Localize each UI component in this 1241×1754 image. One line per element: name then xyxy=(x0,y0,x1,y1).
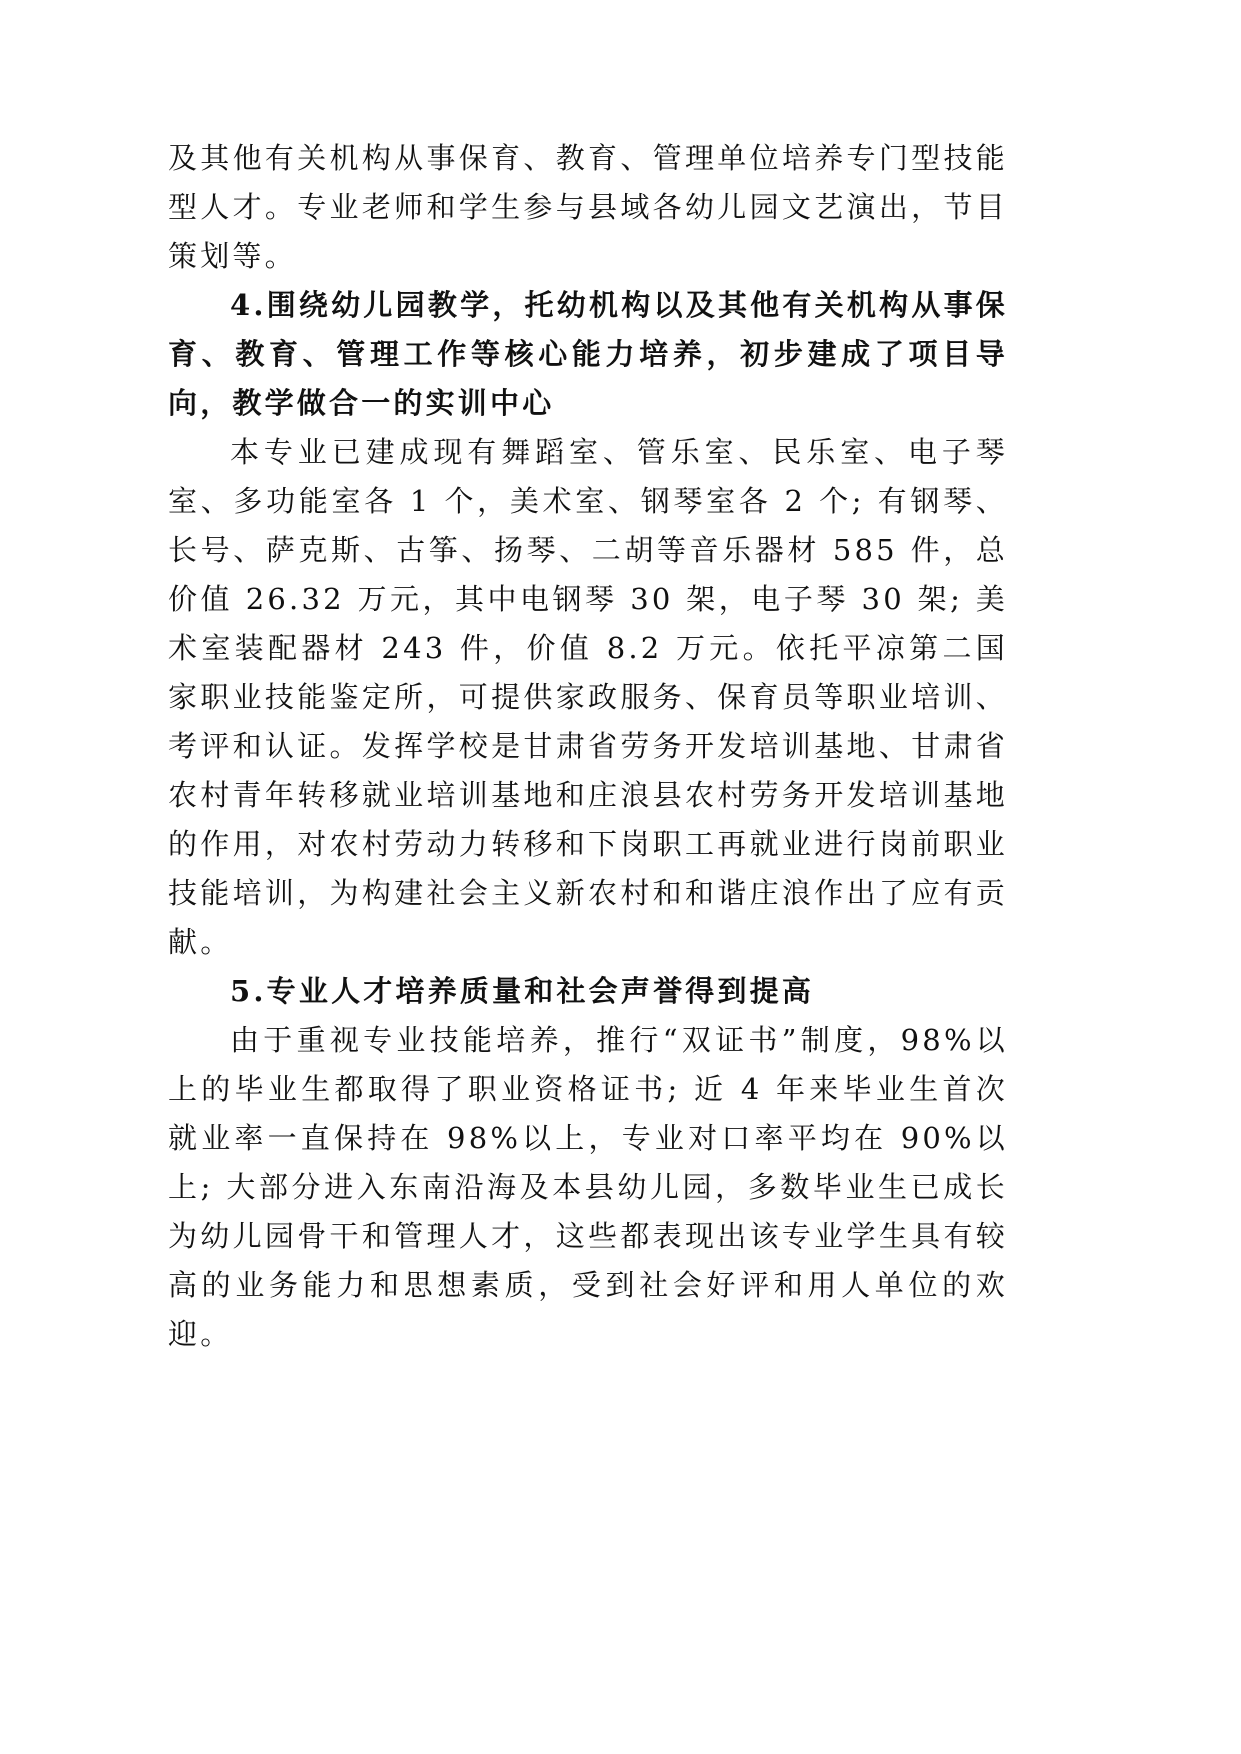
section-heading-5: 5.专业人才培养质量和社会声誉得到提高 xyxy=(230,974,815,1008)
paragraph-continuation: 及其他有关机构从事保育、教育、管理单位培养专门型技能型人才。专业老师和学生参与县域各幼儿园文艺演出，节目策划等。 xyxy=(168,141,1008,273)
paragraph-graduate-quality: 由于重视专业技能培养，推行“双证书”制度，98%以上的毕业生都取得了职业资格证书; 近 4 年来毕业生首次就业率一直保持在 98%以上，专业对口率平均在 90%以上; 大部分进入东南沿海及本县幼儿园，多数毕业生已成长为幼儿园骨干和管理人才，这些都表现出该专业学生具有较高的业务能力和思想素质，受到社会好评和用人单位的欢迎。 xyxy=(168,1023,1008,1351)
paragraph-training-facilities: 本专业已建成现有舞蹈室、管乐室、民乐室、电子琴室、多功能室各 1 个，美术室、钢琴室各 2 个; 有钢琴、长号、萨克斯、古筝、扬琴、二胡等音乐器材 585 件，总价值 26.32 万元，其中电钢琴 30 架，电子琴 30 架; 美术室装配器材 243 件，价值 8.2 万元。依托平凉第二国家职业技能鉴定所，可提供家政服务、保育员等职业培训、考评和认证。发挥学校是甘肃省劳务开发培训基地、甘肃省农村青年转移就业培训基地和庄浪县农村劳务开发培训基地的作用，对农村劳动力转移和下岗职工再就业进行岗前职业技能培训，为构建社会主义新农村和和谐庄浪作出了应有贡献。 xyxy=(168,435,1008,959)
document-body xyxy=(168,134,1008,1359)
section-heading-4: 4.围绕幼儿园教学，托幼机构以及其他有关机构从事保育、教育、管理工作等核心能力培养，初步建成了项目导向，教学做合一的实训中心 xyxy=(168,288,1008,420)
